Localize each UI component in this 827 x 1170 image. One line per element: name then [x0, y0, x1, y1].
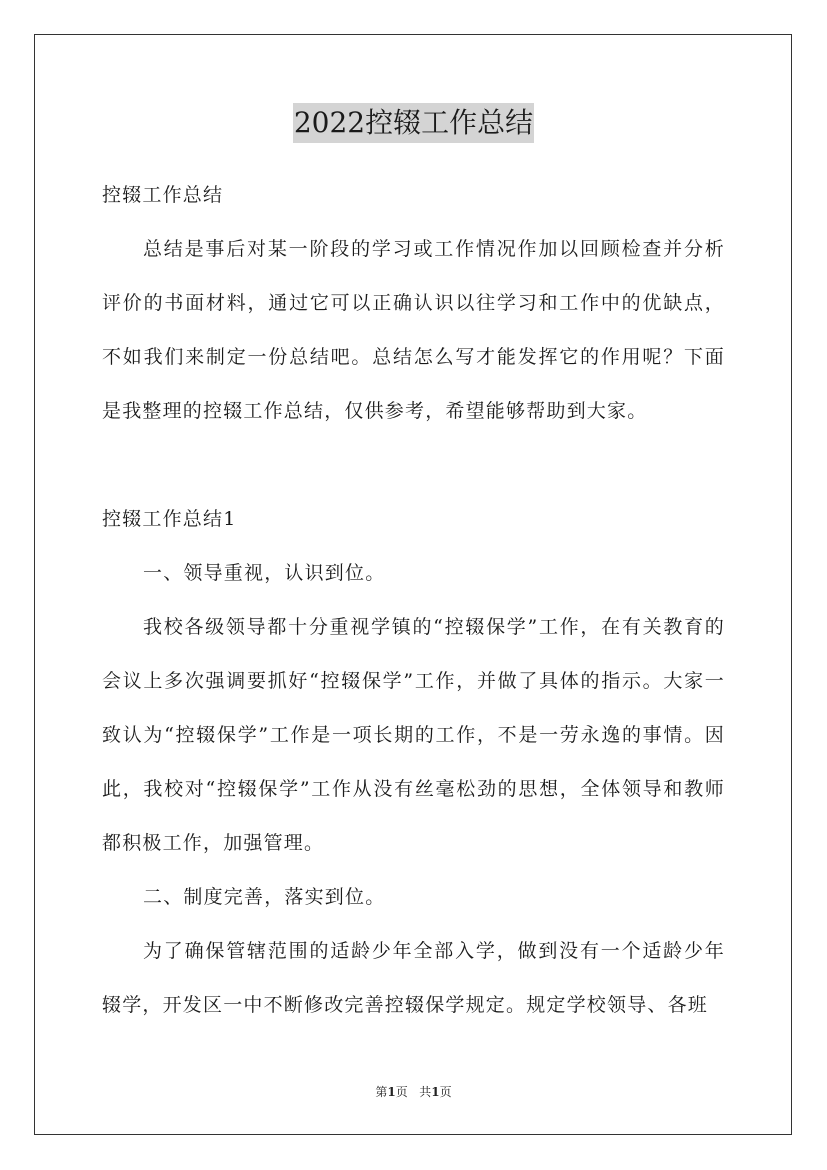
page-total: 1	[431, 1085, 440, 1099]
page-current: 1	[387, 1085, 396, 1099]
page-mid: 页 共	[395, 1085, 432, 1099]
subsection-heading: 控辍工作总结1	[102, 508, 237, 530]
page-footer	[0, 1083, 827, 1100]
point-heading-2: 二、制度完善，落实到位。	[143, 886, 386, 908]
document-title-wrapper	[0, 103, 827, 143]
document-body	[102, 168, 725, 1032]
point-heading-1: 一、领导重视，认识到位。	[143, 562, 386, 584]
body-paragraph-1: 我校各级领导都十分重视学镇的“控辍保学”工作，在有关教育的会议上多次强调要抓好“控辍保学”工作，并做了具体的指示。大家一致认为“控辍保学”工作是一项长期的工作，不是一劳永逸的事情。因此，我校对“控辍保学”工作从没有丝毫松劲的思想，全体领导和教师都积极工作，加强管理。	[102, 616, 725, 854]
body-paragraph-2: 为了确保管辖范围的适龄少年全部入学，做到没有一个适龄少年辍学，开发区一中不断修改完善控辍保学规定。规定学校领导、各班	[102, 940, 725, 1016]
page-suffix: 页	[439, 1085, 452, 1099]
page-prefix: 第	[375, 1085, 388, 1099]
section-heading: 控辍工作总结	[102, 184, 224, 206]
blank-line	[102, 438, 725, 492]
intro-paragraph: 总结是事后对某一阶段的学习或工作情况作加以回顾检查并分析评价的书面材料，通过它可以正确认识以往学习和工作中的优缺点，不如我们来制定一份总结吧。总结怎么写才能发挥它的作用呢？下面是我整理的控辍工作总结，仅供参考，希望能够帮助到大家。	[102, 238, 725, 422]
document-title: 2022控辍工作总结	[293, 103, 534, 143]
